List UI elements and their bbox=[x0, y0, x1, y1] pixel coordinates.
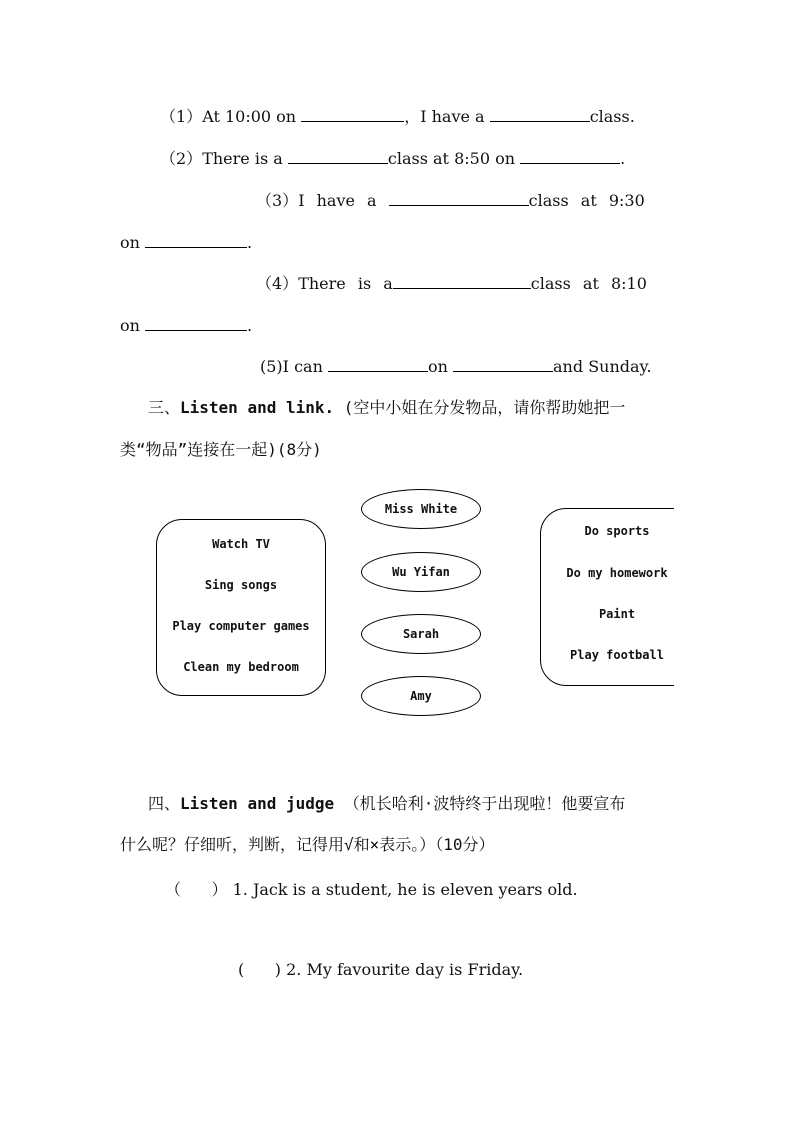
section-instruction: (空中小姐在分发物品，请你帮助她把一 bbox=[343, 398, 626, 417]
judge-item-2 bbox=[238, 960, 523, 979]
activity-item[interactable]: Sing songs bbox=[204, 578, 278, 592]
item-text: class. bbox=[589, 107, 635, 126]
activity-item[interactable]: Clean my bedroom bbox=[183, 660, 299, 674]
item-text: and Sunday. bbox=[553, 357, 652, 376]
item-text: class at 8:50 on bbox=[387, 149, 516, 168]
item-text: There is a bbox=[298, 274, 393, 293]
section-instruction: 什么呢？仔细听，判断，记得用√和×表示。）（10分） bbox=[120, 835, 495, 854]
answer-blank[interactable] bbox=[490, 107, 590, 122]
item-number: （4） bbox=[256, 274, 299, 293]
item-number: （3） bbox=[256, 191, 299, 210]
judge-statement: 1. Jack is a student, he is eleven years old. bbox=[232, 880, 578, 899]
fill-item-1 bbox=[160, 107, 635, 127]
fill-item-3-continued bbox=[120, 233, 252, 253]
item-text: on bbox=[120, 233, 140, 252]
activities-box-right-clip bbox=[540, 500, 674, 700]
activity-item[interactable]: Do sports bbox=[584, 524, 650, 538]
answer-blank[interactable] bbox=[145, 233, 247, 248]
judge-statement: 2. My favourite day is Friday. bbox=[286, 960, 524, 979]
fill-item-4-continued bbox=[120, 316, 252, 336]
item-text: At 10:00 on bbox=[202, 107, 297, 126]
item-number: (5) bbox=[260, 357, 283, 376]
item-number: （2） bbox=[160, 149, 203, 168]
item-text: . bbox=[247, 316, 253, 335]
activity-item[interactable]: Play football bbox=[570, 648, 664, 662]
item-text: . bbox=[247, 233, 253, 252]
judge-item-1 bbox=[165, 877, 578, 900]
answer-blank[interactable] bbox=[520, 149, 620, 164]
item-text: I can bbox=[282, 357, 323, 376]
item-text: ，I have a bbox=[404, 107, 485, 126]
activities-box-left bbox=[156, 519, 326, 696]
section-4-heading-cont bbox=[120, 835, 495, 855]
section-instruction: （机长哈利·波特终于出现啦！他要宣布 bbox=[343, 794, 626, 813]
section-3-heading: 三、Listen and link. (空中小姐在分发物品，请你帮助她把一 bbox=[148, 398, 626, 417]
fill-item-2 bbox=[160, 149, 625, 169]
answer-blank[interactable] bbox=[145, 316, 247, 331]
answer-blank[interactable] bbox=[389, 191, 529, 206]
name-oval[interactable]: Miss White bbox=[361, 489, 481, 529]
activity-item[interactable]: Do my homework bbox=[566, 566, 668, 580]
answer-blank[interactable] bbox=[328, 357, 428, 372]
item-number: （1） bbox=[160, 107, 203, 126]
name-oval[interactable]: Amy bbox=[361, 676, 481, 716]
activity-item[interactable]: Play computer games bbox=[172, 619, 310, 633]
answer-blank[interactable] bbox=[393, 274, 531, 289]
item-text: I have a bbox=[298, 191, 377, 210]
activity-item[interactable]: Watch TV bbox=[212, 537, 270, 551]
fill-item-3 bbox=[256, 191, 645, 211]
section-title: Listen and link. bbox=[180, 398, 335, 417]
item-text: . bbox=[620, 149, 626, 168]
name-oval[interactable]: Sarah bbox=[361, 614, 481, 654]
fill-item-4 bbox=[256, 274, 647, 294]
activity-item[interactable]: Paint bbox=[598, 607, 636, 621]
section-title: Listen and judge bbox=[180, 794, 335, 813]
answer-blank[interactable] bbox=[288, 149, 388, 164]
name-oval[interactable]: Wu Yifan bbox=[361, 552, 481, 592]
activities-box-right bbox=[540, 508, 674, 686]
section-3-heading-cont bbox=[120, 440, 322, 460]
section-instruction: 类“物品”连接在一起)(8分) bbox=[120, 440, 322, 459]
answer-blank[interactable] bbox=[301, 107, 404, 122]
item-text: on bbox=[427, 357, 448, 376]
answer-paren[interactable]: （ ） bbox=[165, 880, 228, 899]
item-text: class at 9:30 bbox=[528, 191, 645, 210]
fill-item-5 bbox=[260, 357, 652, 377]
section-4-heading: 四、Listen and judge （机长哈利·波特终于出现啦！他要宣布 bbox=[148, 794, 626, 813]
item-text: There is a bbox=[202, 149, 283, 168]
item-text: on bbox=[120, 316, 140, 335]
item-text: class at 8:10 bbox=[530, 274, 647, 293]
answer-blank[interactable] bbox=[453, 357, 553, 372]
answer-paren[interactable]: ( ) bbox=[238, 960, 281, 979]
